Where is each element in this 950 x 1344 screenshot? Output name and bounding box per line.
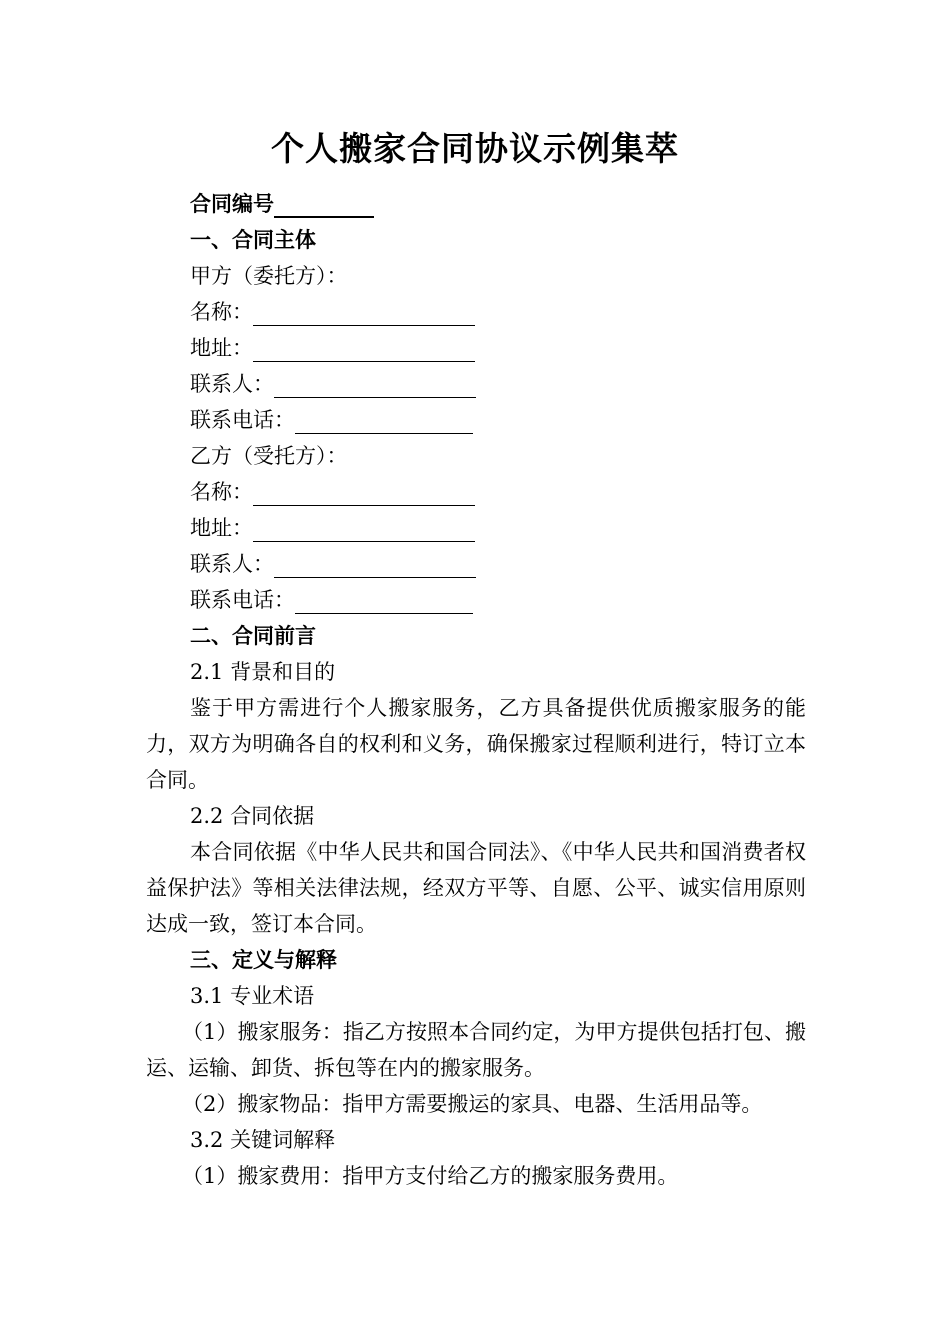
name-label: 名称： [190,300,253,324]
section-heading: 一、合同主体 [190,228,316,252]
address-label: 地址： [190,516,253,540]
party-a-name-line [146,294,806,330]
definition-item: （2）搬家物品：指甲方需要搬运的家具、电器、生活用品等。 [182,1092,763,1116]
contact-label: 联系人： [190,552,274,576]
contract-number-line [146,186,806,222]
contract-number-blank [274,188,374,218]
paragraph: 本合同依据《中华人民共和国合同法》、《中华人民共和国消费者权益保护法》等相关法律法规，经双方平等、自愿、公平、诚实信用原则达成一致，签订本合同。 [146,840,806,936]
phone-blank [295,405,473,434]
party-a-address-line [146,330,806,366]
name-label: 名称： [190,480,253,504]
party-b-label: 乙方（受托方）： [190,444,348,468]
contract-number-label: 合同编号 [190,192,274,216]
party-a-phone-line [146,402,806,438]
phone-label: 联系电话： [190,588,295,612]
section-heading: 三、定义与解释 [190,948,337,972]
party-b-contact-line [146,546,806,582]
definition-item: （1）搬家费用：指甲方支付给乙方的搬家服务费用。 [182,1164,679,1188]
paragraph: 鉴于甲方需进行个人搬家服务，乙方具备提供优质搬家服务的能力，双方为明确各自的权利和义务，确保搬家过程顺利进行，特订立本合同。 [146,696,806,792]
definition-item: （1）搬家服务：指乙方按照本合同约定，为甲方提供包括打包、搬运、运输、卸货、拆包等在内的搬家服务。 [146,1020,806,1080]
address-blank [253,333,475,362]
party-a-contact-line [146,366,806,402]
document-body [146,186,806,1194]
subsection-heading: 3.1 专业术语 [190,984,315,1008]
contact-label: 联系人： [190,372,274,396]
contact-blank [274,369,476,398]
name-blank [253,297,475,326]
section-heading: 二、合同前言 [190,624,316,648]
contact-blank [274,549,476,578]
phone-label: 联系电话： [190,408,295,432]
phone-blank [295,585,473,614]
subsection-heading: 2.2 合同依据 [190,804,315,828]
subsection-heading: 3.2 关键词解释 [190,1128,336,1152]
name-blank [253,477,475,506]
address-label: 地址： [190,336,253,360]
subsection-heading: 2.1 背景和目的 [190,660,336,684]
party-b-address-line [146,510,806,546]
document-title: 个人搬家合同协议示例集萃 [271,129,679,168]
party-b-phone-line [146,582,806,618]
party-a-label: 甲方（委托方）： [190,264,348,288]
address-blank [253,513,475,542]
party-b-name-line [146,474,806,510]
